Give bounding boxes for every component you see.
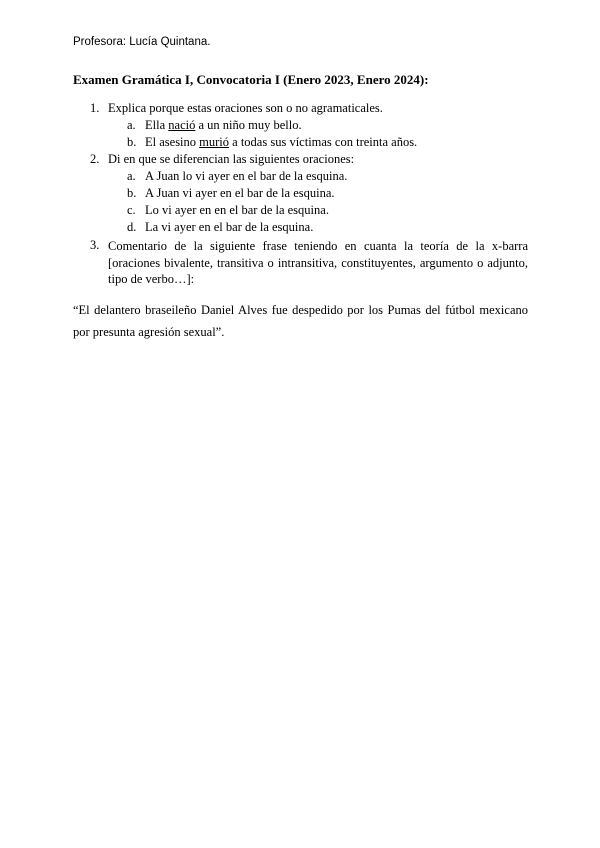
item-letter: b. bbox=[127, 135, 137, 149]
quoted-sentence: “El delantero braseileño Daniel Alves fue despedido por los Pumas del fútbol mexicano por presunta agresión sexual”. bbox=[73, 303, 528, 339]
question-text: Explica porque estas oraciones son o no agramaticales. bbox=[108, 101, 383, 115]
question-2 bbox=[90, 152, 528, 167]
question-1 bbox=[90, 101, 528, 116]
question-number: 1. bbox=[90, 101, 100, 115]
item-text-post: a todas sus víctimas con treinta años. bbox=[229, 135, 418, 149]
item-letter: a. bbox=[127, 169, 136, 183]
item-text: A Juan vi ayer en el bar de la esquina. bbox=[145, 186, 335, 200]
item-text: La vi ayer en el bar de la esquina. bbox=[145, 220, 314, 234]
exam-title: Examen Gramática I, Convocatoria I (Enero 2023, Enero 2024): bbox=[73, 72, 429, 87]
question-number: 2. bbox=[90, 152, 100, 166]
item-text: Lo vi ayer en en el bar de la esquina. bbox=[145, 203, 329, 217]
question-2-item-d bbox=[127, 220, 313, 235]
question-2-item-a bbox=[127, 169, 347, 184]
question-3 bbox=[90, 238, 528, 286]
question-1-item-b bbox=[127, 135, 417, 150]
item-letter: d. bbox=[127, 220, 137, 234]
item-underlined-verb: murió bbox=[199, 135, 230, 149]
item-underlined-verb: nació bbox=[168, 118, 196, 132]
item-letter: a. bbox=[127, 118, 136, 132]
item-text-pre: Ella bbox=[145, 118, 169, 132]
question-2-item-b bbox=[127, 186, 335, 201]
item-text-post: a un niño muy bello. bbox=[195, 118, 302, 132]
item-text-pre: El asesino bbox=[145, 135, 200, 149]
item-letter: b. bbox=[127, 186, 137, 200]
item-letter: c. bbox=[127, 203, 136, 217]
teacher-line: Profesora: Lucía Quintana. bbox=[73, 36, 211, 48]
question-2-item-c bbox=[127, 203, 329, 218]
question-text: Comentario de la siguiente frase teniendo en cuanta la teoría de la x-barra [oraciones bivalente, transitiva o intransitiva, constituyentes, argumento o adjunto, tipo de verbo…]: bbox=[108, 239, 528, 286]
question-number: 3. bbox=[90, 238, 100, 252]
question-text: Di en que se diferencian las siguientes oraciones: bbox=[108, 152, 355, 166]
question-1-item-a bbox=[127, 118, 302, 133]
item-text: A Juan lo vi ayer en el bar de la esquina. bbox=[145, 169, 348, 183]
